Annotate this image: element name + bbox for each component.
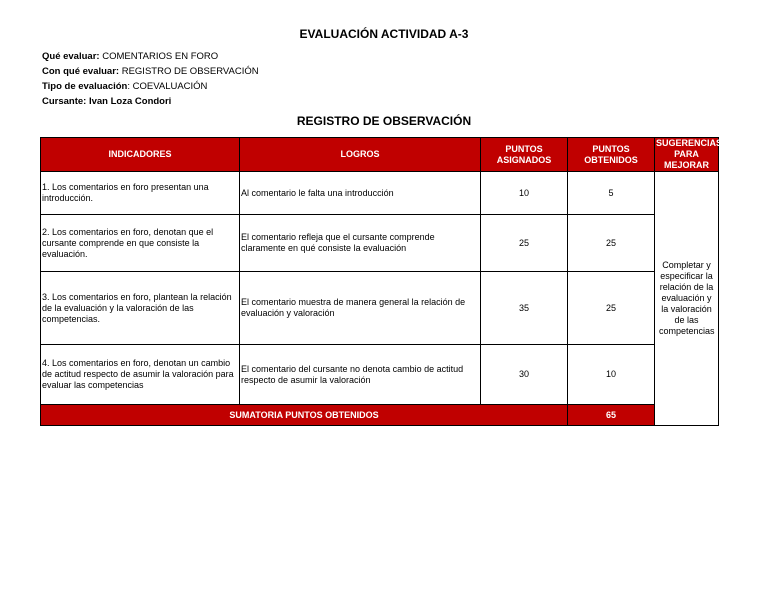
meta-value: REGISTRO DE OBSERVACIÓN xyxy=(119,66,259,77)
cell-obtenidos: 25 xyxy=(568,272,655,345)
cell-obtenidos: 25 xyxy=(568,215,655,272)
cell-asignados: 25 xyxy=(481,215,568,272)
header-logros: LOGROS xyxy=(240,138,481,172)
evaluation-meta xyxy=(42,49,259,109)
table-row xyxy=(41,272,719,345)
meta-que-evaluar xyxy=(42,49,259,64)
cell-asignados: 10 xyxy=(481,172,568,215)
cell-indicador: 1. Los comentarios en foro presentan una introducción. xyxy=(41,172,240,215)
cell-logro: Al comentario le falta una introducción xyxy=(240,172,481,215)
meta-con-que-evaluar xyxy=(42,64,259,79)
header-puntos-asignados: PUNTOS ASIGNADOS xyxy=(481,138,568,172)
cell-indicador: 4. Los comentarios en foro, denotan un cambio de actitud respecto de asumir la valoración para evaluar las competencias xyxy=(41,345,240,405)
meta-tipo-evaluacion xyxy=(42,79,259,94)
meta-label: Cursante: Ivan Loza Condori xyxy=(42,96,172,107)
observation-table xyxy=(40,137,723,426)
cell-indicador: 3. Los comentarios en foro, plantean la relación de la evaluación y la valoración de las competencias. xyxy=(41,272,240,345)
sum-value: 65 xyxy=(568,405,655,426)
meta-value: : COEVALUACIÓN xyxy=(127,81,208,92)
cell-logro: El comentario muestra de manera general la relación de evaluación y valoración xyxy=(240,272,481,345)
table-row xyxy=(41,172,719,215)
cell-asignados: 30 xyxy=(481,345,568,405)
meta-label: Con qué evaluar: xyxy=(42,66,120,77)
cell-sugerencia: Completar y especificar la relación de la evaluación y la valoración de las competencias xyxy=(655,172,719,426)
table-row xyxy=(41,215,719,272)
sum-row xyxy=(41,405,719,426)
section-title: REGISTRO DE OBSERVACIÓN xyxy=(296,114,472,128)
cell-indicador: 2. Los comentarios en foro, denotan que el cursante comprende en que consiste la evaluación. xyxy=(41,215,240,272)
header-sugerencias: SUGERENCIAS PARA MEJORAR xyxy=(656,138,723,170)
cell-logro: El comentario del cursante no denota cambio de actitud respecto de asumir la valoración xyxy=(240,345,481,405)
header-puntos-obtenidos: PUNTOS OBTENIDOS xyxy=(568,138,655,172)
table-header-row xyxy=(41,138,719,172)
cell-asignados: 35 xyxy=(481,272,568,345)
cell-logro: El comentario refleja que el cursante comprende claramente en qué consiste la evaluación xyxy=(240,215,481,272)
cell-obtenidos: 10 xyxy=(568,345,655,405)
sum-label: SUMATORIA PUNTOS OBTENIDOS xyxy=(41,405,568,426)
document-title: EVALUACIÓN ACTIVIDAD A-3 xyxy=(299,27,469,41)
meta-label: Tipo de evaluación xyxy=(42,81,128,92)
meta-label: Qué evaluar: xyxy=(42,51,100,62)
table-row xyxy=(41,345,719,405)
meta-value: COMENTARIOS EN FORO xyxy=(99,51,219,62)
header-indicadores: INDICADORES xyxy=(41,138,240,172)
cell-obtenidos: 5 xyxy=(568,172,655,215)
meta-cursante xyxy=(42,94,259,109)
